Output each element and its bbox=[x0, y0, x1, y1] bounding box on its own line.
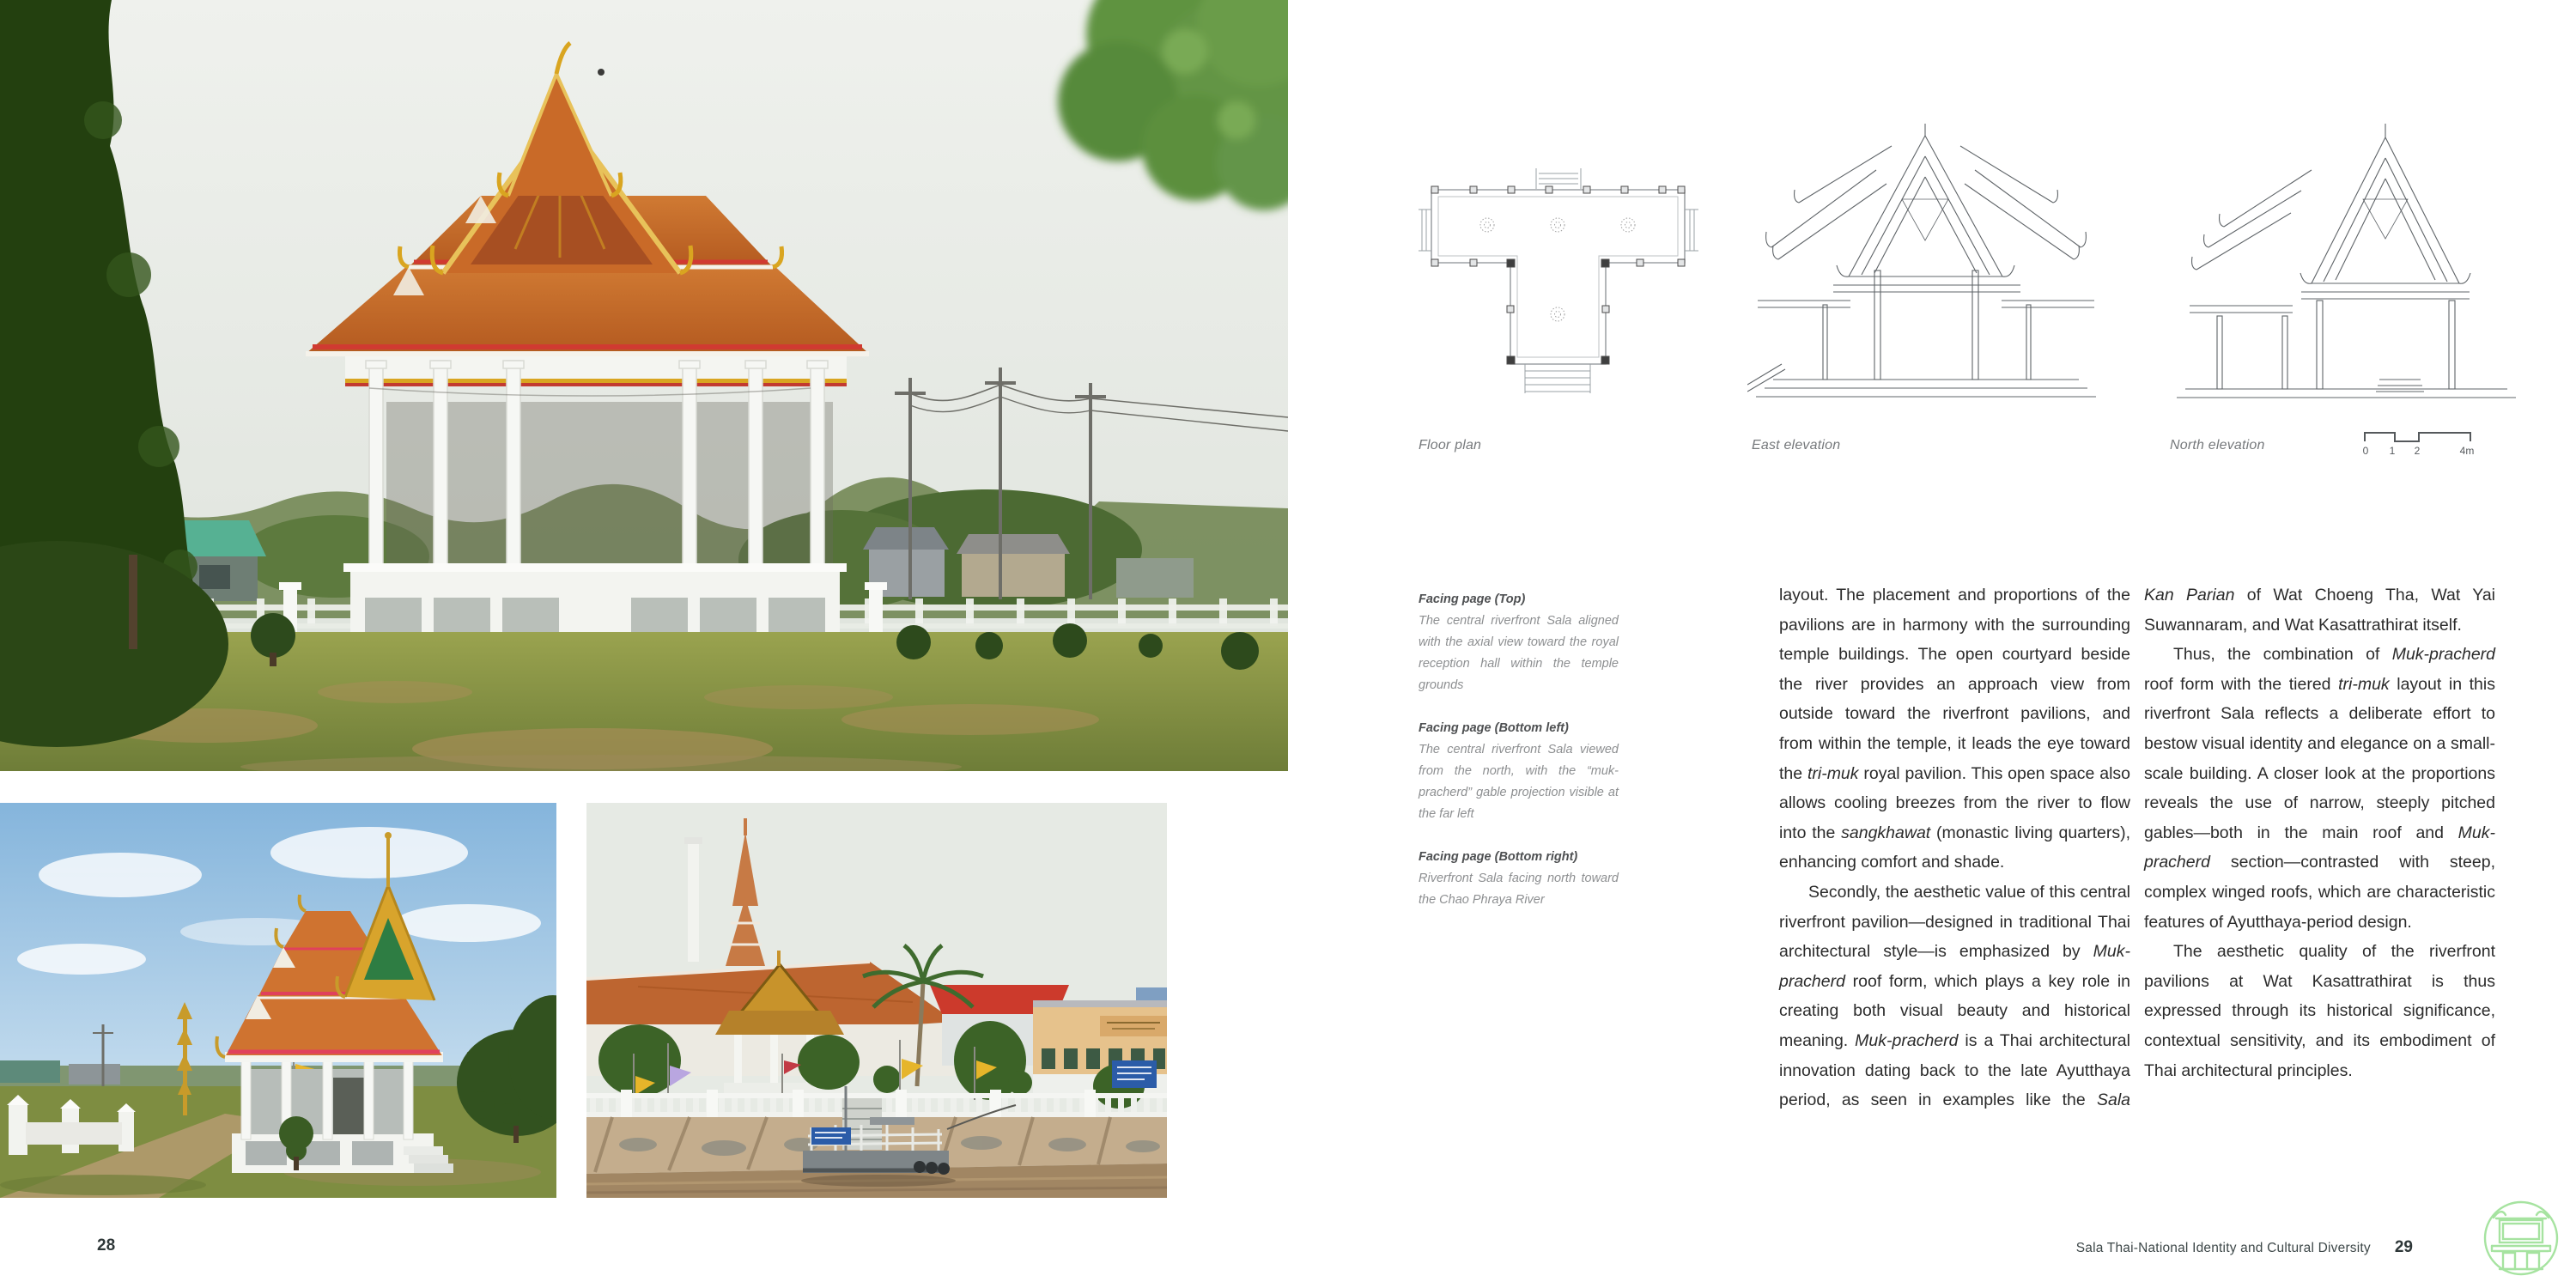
stairs bbox=[1419, 168, 1698, 393]
north-elevation-drawing bbox=[2164, 118, 2526, 414]
body-text-column-1 bbox=[1779, 580, 2130, 1115]
caption-top-heading: Facing page (Top) bbox=[1419, 592, 1526, 606]
floor-plan-lineart bbox=[1419, 168, 1698, 414]
scale-tick-0: 0 bbox=[2362, 445, 2369, 457]
caption-bottom-left bbox=[1419, 718, 1619, 825]
running-title: Sala Thai-National Identity and Cultural Diversity bbox=[2075, 1241, 2371, 1255]
scale-tick-1: 1 bbox=[2389, 445, 2396, 457]
floor-plan-label: Floor plan bbox=[1419, 438, 1482, 453]
paragraph: Kan Parian of Wat Choeng Tha, Wat Yai Suwannaram, and Wat Kasattrathirat itself. bbox=[2144, 586, 2496, 635]
east-elevation-label: East elevation bbox=[1752, 438, 1841, 453]
page-number-left: 28 bbox=[97, 1236, 116, 1255]
photo-bl-illustration bbox=[0, 803, 556, 1198]
footer-right bbox=[2076, 1238, 2413, 1257]
north-elevation-label: North elevation bbox=[2170, 438, 2265, 453]
scale-tick-4m: 4m bbox=[2459, 445, 2475, 457]
photo-sala-from-north bbox=[0, 803, 556, 1198]
columns bbox=[1431, 186, 1685, 364]
north-elevation-lineart bbox=[2164, 118, 2526, 414]
scale-tick-2: 2 bbox=[2414, 445, 2421, 457]
sala-pavilion-logo-icon bbox=[2482, 1197, 2561, 1276]
photo-br-illustration bbox=[586, 803, 1167, 1198]
caption-bottom-right-text: Riverfront Sala facing north toward the Chao Phraya River bbox=[1419, 872, 1619, 907]
floor-plan-drawing bbox=[1419, 168, 1698, 414]
photo-main-illustration bbox=[0, 0, 1288, 771]
photo-sala-chao-phraya-river bbox=[586, 803, 1167, 1198]
page-number-right: 29 bbox=[2394, 1238, 2413, 1256]
paragraph: layout. The placement and proportions of the pavilions are in harmony with the surrounding temple buildings. The open courtyard beside the river provides an approach view from outside toward the riverfront pavilions, and from within the temple, it leads the eye toward the tri-muk royal pavilion. This open space also allows cooling breezes from the river to flow into the sangkhawat (monastic living quarters), enhancing comfort and shade. bbox=[1779, 586, 2130, 872]
paragraph: Thus, the combination of Muk-pracherd roof form with the tiered tri-muk layout in this riverfront Sala reflects a deliberate effort to bestow visual identity and elegance on a small-scale building. A closer look at the proportions reveals the use of narrow, steeply pitched gables—both in the main roof and Muk-pracherd section—contrasted with steep, complex winged roofs, which are characteristic features of Ayutthaya-period design. bbox=[2144, 645, 2495, 932]
caption-top bbox=[1419, 589, 1619, 696]
scale-bar bbox=[2364, 429, 2477, 459]
east-elevation-lineart bbox=[1747, 120, 2105, 414]
ceiling-rosettes bbox=[1480, 218, 1635, 321]
caption-top-text: The central riverfront Sala aligned with the axial view toward the royal reception hall within the temple grounds bbox=[1419, 614, 1619, 692]
body-text-column-2 bbox=[2144, 580, 2495, 1085]
paragraph: The aesthetic quality of the riverfront pavilions at Wat Kasattrathirat is thus expressed through its historical significance, contextual sensitivity, and its embodiment of Thai architectural principles. bbox=[2144, 942, 2495, 1080]
east-elevation-drawing bbox=[1747, 120, 2105, 414]
photo-main-riverfront-sala bbox=[0, 0, 1288, 771]
caption-bottom-left-heading: Facing page (Bottom left) bbox=[1419, 721, 1569, 735]
scale-bar-graphic bbox=[2364, 429, 2477, 443]
caption-bottom-right bbox=[1419, 847, 1619, 911]
paragraph: Secondly, the aesthetic value of this central riverfront pavilion—designed in traditional Thai architectural style—is emphasized by Muk-pracherd roof form, which plays a key role in creating both visual beauty and historical meaning. Muk-pracherd is a Thai architectural innovation dating back to the late Ayutthaya period, as seen in examples like the Sala bbox=[1779, 882, 2130, 1110]
caption-bottom-right-heading: Facing page (Bottom right) bbox=[1419, 850, 1578, 864]
facing-page-captions bbox=[1419, 589, 1619, 933]
caption-bottom-left-text: The central riverfront Sala viewed from the north, with the “muk-pracherd” gable projection visible at the far left bbox=[1419, 743, 1619, 821]
sala-pavilion-logo-graphic bbox=[2482, 1197, 2561, 1276]
